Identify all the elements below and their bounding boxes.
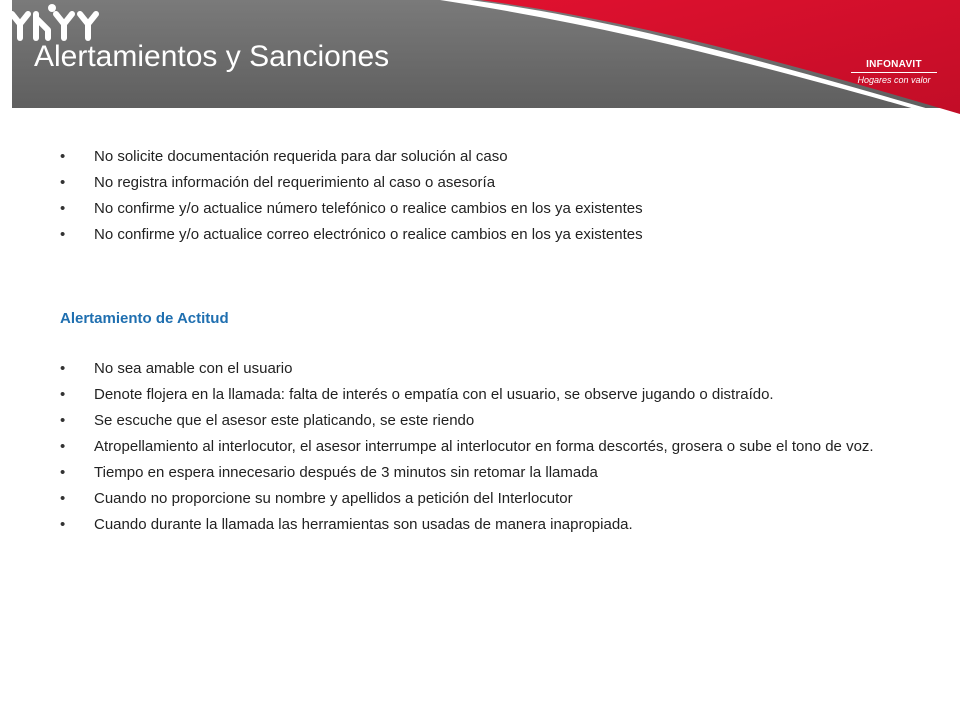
- infonavit-logo-icon: [0, 0, 105, 80]
- list-item: • No registra información del requerimiento al caso o asesoría: [60, 174, 910, 192]
- list-item: • Atropellamiento al interlocutor, el asesor interrumpe al interlocutor en forma descortés, grosera o sube el tono de voz.: [60, 438, 910, 456]
- list-item: • No sea amable con el usuario: [60, 360, 910, 378]
- list-item: • Cuando no proporcione su nombre y apellidos a petición del Interlocutor: [60, 490, 910, 508]
- list-item: • No solicite documentación requerida para dar solución al caso: [60, 148, 910, 166]
- requirements-list: [60, 148, 910, 252]
- list-item: • Tiempo en espera innecesario después de 3 minutos sin retomar la llamada: [60, 464, 910, 482]
- list-item: • Se escuche que el asesor este platicando, se este riendo: [60, 412, 910, 430]
- section-heading-actitud: Alertamiento de Actitud: [60, 310, 229, 327]
- slide-title: Alertamientos y Sanciones: [34, 40, 390, 73]
- slide-header: [0, 0, 960, 120]
- list-item: • Cuando durante la llamada las herramientas son usadas de manera inapropiada.: [60, 516, 910, 534]
- attitude-list: [60, 360, 910, 542]
- brand-tagline: Hogares con valor: [857, 75, 931, 85]
- list-item: • No confirme y/o actualice número telefónico o realice cambios en los ya existentes: [60, 200, 910, 218]
- list-item: • No confirme y/o actualice correo electrónico o realice cambios en los ya existentes: [60, 226, 910, 244]
- brand-name: INFONAVIT: [866, 59, 922, 70]
- logo-divider: [851, 72, 937, 73]
- list-item: • Denote flojera en la llamada: falta de interés o empatía con el usuario, se observe jugando o distraído.: [60, 386, 910, 404]
